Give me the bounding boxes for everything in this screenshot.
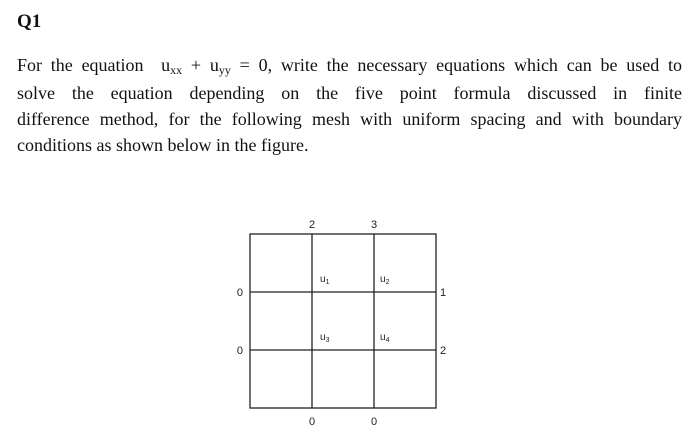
- boundary-label-top-right: 3: [370, 219, 378, 231]
- node-label-u3: $u_3$: [320, 332, 330, 344]
- question-text: [17, 52, 682, 158]
- boundary-label-right-lower: 2: [440, 345, 447, 357]
- mesh-grid: [250, 234, 436, 408]
- question-number: Q1: [17, 11, 42, 32]
- boundary-label-left-upper: 0: [236, 287, 243, 299]
- text-equals-rest: = 0, write the necessary equations which can be used to: [239, 55, 683, 75]
- eq-u2: u: [209, 55, 219, 75]
- node-label-u4: $u_4$: [380, 332, 390, 344]
- boundary-label-left-lower: 0: [236, 345, 243, 357]
- equation-uxx: [161, 55, 182, 75]
- node-label-u2: $u_2$: [380, 274, 390, 286]
- question-line-2: solve the equation depending on the five point formula discussed in finite: [17, 83, 682, 103]
- boundary-label-top-left: 2: [308, 219, 316, 231]
- boundary-label-bottom-left: 0: [308, 416, 316, 428]
- eq-plus: +: [190, 55, 202, 75]
- boundary-label-right-upper: 1: [440, 287, 447, 299]
- question-line-3: difference method, for the following mesh with uniform spacing and with boundary: [17, 109, 682, 129]
- question-line-1: [17, 52, 682, 80]
- equation-uyy: [210, 55, 231, 75]
- mesh-figure: [230, 212, 470, 432]
- text-for-the-equation: For the equation: [17, 55, 144, 75]
- eq-sub-yy: yy: [218, 63, 231, 77]
- question-line-4: conditions as shown below in the figure.: [17, 135, 309, 155]
- mesh-outer-boundary: [250, 234, 436, 408]
- boundary-label-bottom-right: 0: [370, 416, 378, 428]
- eq-sub-xx: xx: [170, 63, 183, 77]
- node-label-u1: $u_1$: [320, 274, 330, 286]
- eq-u1: u: [161, 55, 171, 75]
